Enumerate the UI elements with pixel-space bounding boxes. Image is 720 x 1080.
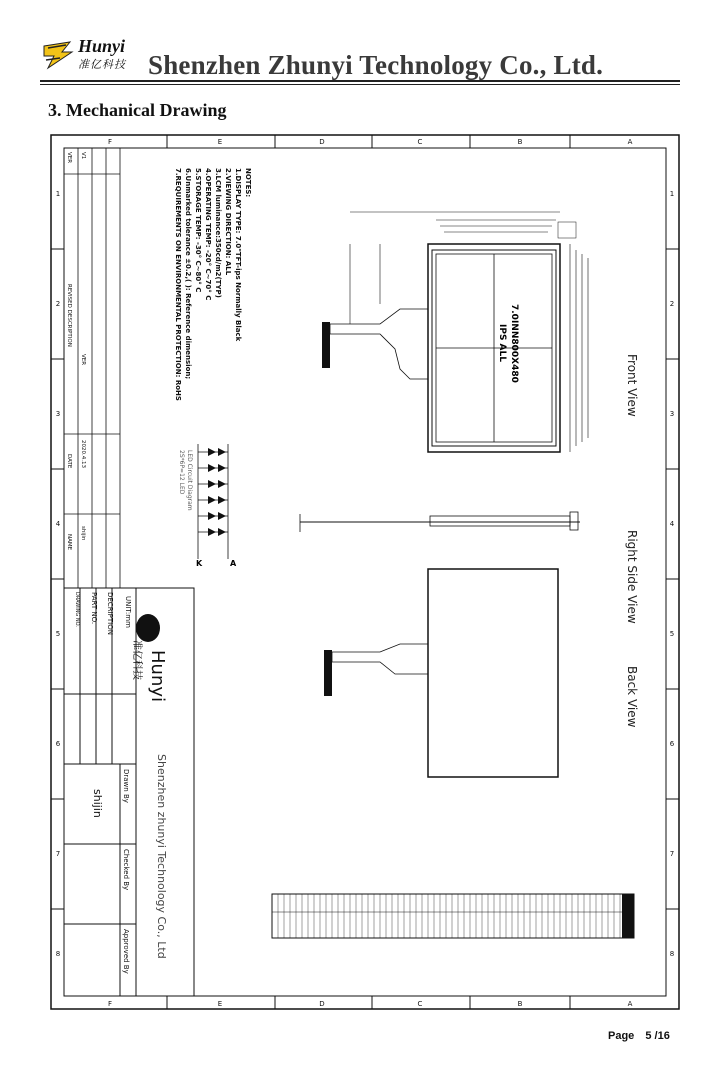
svg-text:A: A bbox=[627, 1000, 633, 1008]
header-rule-thin bbox=[40, 84, 680, 85]
svg-text:DRAWING NO.: DRAWING NO. bbox=[74, 592, 80, 627]
svg-text:7.REQUIREMENTS ON ENVIRONMENTA: 7.REQUIREMENTS ON ENVIRONMENTAL PROTECTION: RoHS bbox=[174, 168, 182, 401]
svg-text:2.VIEWING DIRECTION: ALL: 2.VIEWING DIRECTION: ALL bbox=[224, 168, 232, 276]
zone-letter-top: A bbox=[627, 138, 633, 146]
svg-text:E: E bbox=[217, 138, 223, 146]
svg-text:5: 5 bbox=[669, 630, 675, 638]
led-circuit-label: LED Circuit Diagram bbox=[186, 450, 193, 511]
hunyi-logo-icon bbox=[40, 36, 76, 72]
right-side-view-label: Right Side View bbox=[625, 530, 639, 624]
svg-text:Checked By: Checked By bbox=[122, 849, 130, 891]
svg-text:shijin: shijin bbox=[80, 526, 86, 541]
svg-text:Approved By: Approved By bbox=[122, 929, 130, 974]
svg-text:6: 6 bbox=[669, 740, 675, 748]
header-rule bbox=[40, 80, 680, 82]
led-anode-label: A bbox=[230, 559, 237, 568]
svg-text:NAME: NAME bbox=[66, 534, 72, 551]
svg-text:D: D bbox=[319, 1000, 325, 1008]
svg-text:7: 7 bbox=[55, 850, 61, 858]
svg-text:DECRIPTION: DECRIPTION bbox=[106, 592, 114, 635]
title-brand: Hunyi bbox=[147, 650, 168, 703]
title-company: Shenzhen zhunyi Technology Co., Ltd bbox=[155, 754, 168, 959]
svg-text:6: 6 bbox=[55, 740, 61, 748]
mechanical-drawing bbox=[50, 134, 680, 1010]
back-view-label: Back View bbox=[625, 666, 639, 728]
drawn-by-value: shijin bbox=[91, 789, 104, 818]
svg-text:7: 7 bbox=[669, 850, 675, 858]
svg-text:2: 2 bbox=[669, 300, 675, 308]
svg-text:E: E bbox=[217, 1000, 223, 1008]
panel-label: 7.0INN800X480 bbox=[509, 304, 519, 383]
svg-text:VER: VER bbox=[66, 152, 72, 164]
drawing-frame bbox=[51, 135, 679, 1009]
front-view-label: Front View bbox=[625, 354, 639, 417]
svg-text:1.DISPLAY TYPE: 7.0"TFT-ips No: 1.DISPLAY TYPE: 7.0"TFT-ips Normally Black bbox=[234, 168, 242, 342]
svg-text:B: B bbox=[517, 1000, 523, 1008]
svg-text:6.Unmarked tolerance ±0.2,( ):: 6.Unmarked tolerance ±0.2,( ): Reference dimension; bbox=[184, 168, 192, 380]
svg-text:C: C bbox=[417, 1000, 423, 1008]
page-number bbox=[608, 1030, 670, 1042]
page-value: 5 /16 bbox=[645, 1030, 670, 1042]
led-cathode-label: K bbox=[196, 559, 203, 568]
svg-text:准亿科技: 准亿科技 bbox=[131, 640, 142, 680]
svg-text:F: F bbox=[107, 138, 113, 146]
svg-text:VER: VER bbox=[80, 354, 86, 366]
svg-text:2020.4.13: 2020.4.13 bbox=[80, 440, 86, 468]
svg-text:D: D bbox=[319, 138, 325, 146]
svg-text:1: 1 bbox=[55, 190, 61, 198]
svg-text:5: 5 bbox=[55, 630, 61, 638]
svg-text:V1: V1 bbox=[80, 152, 86, 160]
logo-chinese: 准亿科技 bbox=[78, 58, 126, 71]
svg-text:B: B bbox=[517, 138, 523, 146]
svg-text:2: 2 bbox=[55, 300, 61, 308]
svg-text:8: 8 bbox=[55, 950, 61, 958]
svg-text:3.LCM luminance:350cd/m2(TYP): 3.LCM luminance:350cd/m2(TYP) bbox=[214, 168, 222, 298]
svg-text:4: 4 bbox=[669, 520, 675, 528]
svg-text:UNIT:mm: UNIT:mm bbox=[124, 596, 132, 628]
svg-text:DATE: DATE bbox=[66, 454, 72, 469]
title-block-logo-icon bbox=[136, 614, 160, 642]
svg-text:2S*6P=12 LED: 2S*6P=12 LED bbox=[178, 450, 185, 495]
svg-text:Drawn By: Drawn By bbox=[122, 769, 130, 803]
svg-text:PART NO.: PART NO. bbox=[90, 592, 98, 625]
company-name: Shenzhen Zhunyi Technology Co., Ltd. bbox=[148, 50, 604, 80]
svg-text:1: 1 bbox=[669, 190, 675, 198]
svg-text:8: 8 bbox=[669, 950, 675, 958]
svg-text:NOTES:: NOTES: bbox=[244, 168, 252, 198]
svg-text:F: F bbox=[107, 1000, 113, 1008]
page-label: Page bbox=[608, 1030, 635, 1042]
section-title: 3. Mechanical Drawing bbox=[48, 100, 227, 120]
svg-text:4.OPERATING TEMP: -20° C~70° C: 4.OPERATING TEMP: -20° C~70° C bbox=[204, 168, 212, 301]
svg-text:4: 4 bbox=[55, 520, 61, 528]
svg-text:5.STORAGE TEMP: -30° C~80° C: 5.STORAGE TEMP: -30° C~80° C bbox=[194, 168, 202, 293]
svg-text:REVISED DESCRIPTION: REVISED DESCRIPTION bbox=[66, 284, 72, 347]
panel-label-ips: IPS ALL bbox=[497, 324, 507, 362]
svg-text:3: 3 bbox=[669, 410, 675, 418]
svg-text:C: C bbox=[417, 138, 423, 146]
svg-text:3: 3 bbox=[55, 410, 61, 418]
logo-wordmark: Hunyi bbox=[78, 36, 126, 56]
